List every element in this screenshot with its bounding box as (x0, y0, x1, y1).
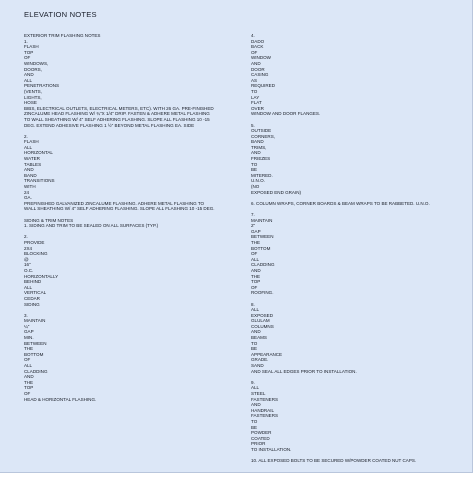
note-line: ALL (251, 307, 260, 313)
note-line: PENETRATIONS (24, 83, 60, 89)
note-line: BIBS, ELECTRICAL OUTLETS, ELECTRICAL METERS, ETC). WITH 26 GA. PRE-FINISHED (24, 105, 214, 111)
note-line: TOP (251, 279, 261, 285)
note-line: ALL (24, 144, 33, 150)
note-line: THE (24, 346, 34, 352)
note-line: FASTENERS (251, 413, 279, 419)
note-line: BE (251, 167, 258, 173)
note-line: EXPOSED END GRAIN) (251, 189, 302, 195)
note-line: AND (251, 402, 261, 408)
note-line: AND (251, 267, 261, 273)
note-line: CLADDING (24, 368, 48, 374)
note-line: VERTICAL (24, 290, 47, 296)
note-line: AND (251, 150, 261, 156)
note-line: TO (251, 340, 258, 346)
note-line: 5. (251, 122, 255, 128)
note-line: 24 (24, 189, 30, 195)
note-line: CEDAR (24, 295, 40, 301)
note-line: (NO (251, 184, 260, 190)
note-line: ALL (251, 256, 260, 262)
note-line: U.N.O. (251, 178, 265, 184)
note-line: COATED (251, 435, 270, 441)
note-line: 3. (24, 312, 28, 318)
note-line: AND (251, 60, 261, 66)
note-line: OF (251, 49, 258, 55)
note-line: EXTERIOR TRIM FLASHING NOTES (24, 33, 101, 38)
note-line: TO WALL SHEATHING W/ 4" SELF ADHERING FLASHING. SLOPE ALL FLASHING 10 -15 (24, 116, 210, 122)
note-line: O.C. (24, 267, 34, 273)
note-line: STEEL (251, 391, 266, 396)
note-line: BOTTOM (251, 245, 271, 251)
note-line: 8. (251, 301, 255, 307)
note-line: DEG. EXTEND ADHESIVE FLASHING 1 ½" BEYOND METAL FLASHING EA. SIDE (24, 122, 195, 128)
note-line: OVER (251, 105, 264, 111)
note-line: FRIEZES (251, 156, 271, 162)
note-line: OF (24, 357, 31, 363)
note-line: ALL (24, 363, 33, 369)
note-line: HANDRAIL (251, 407, 274, 413)
note-line: TOP (24, 385, 34, 391)
note-line: FLAT (251, 100, 262, 106)
note-line: BETWEEN (251, 234, 274, 240)
note-line: 4. (251, 33, 255, 38)
note-line: BE (251, 424, 258, 430)
note-line: TO (251, 88, 258, 94)
note-line: THE (24, 379, 34, 385)
note-line: BE (251, 346, 258, 352)
note-line: AS (251, 77, 258, 83)
note-line: ROOFING. (251, 290, 274, 296)
note-line: 1. (24, 38, 28, 44)
note-line: HOSE (24, 100, 37, 106)
note-line: WINDOW (251, 55, 271, 61)
note-line: POWDER (251, 430, 272, 436)
note-line: DADO (251, 38, 265, 44)
note-line: GA. (24, 195, 32, 201)
note-line: PRIOR (251, 441, 266, 447)
note-line: 9. (251, 379, 255, 385)
note-line: MITERED. (251, 172, 273, 178)
note-line: GAP (251, 228, 261, 234)
note-line: BLOCKING (24, 251, 48, 257)
note-line: 16" (24, 262, 31, 268)
note-line: AND (251, 329, 261, 335)
note-line: ALL (251, 385, 260, 391)
note-line: 6. COLUMN WRAPS, CORNER BOARDS & BEAM WRAPS TO BE RABBETED. U.N.O. (251, 200, 430, 206)
note-line: GRADE. (251, 357, 269, 363)
note-line: TO INSTALLATION. (251, 446, 292, 452)
note-line: HEAD & HORIZONTAL FLASHING. (24, 396, 97, 402)
note-line: EXPOSED (251, 312, 273, 318)
note-line: THE (251, 239, 261, 245)
note-line: OF (24, 55, 31, 61)
note-line: DOOR (251, 66, 265, 72)
note-line: SIDING (24, 301, 40, 307)
note-line: BETWEEN (24, 340, 47, 346)
note-line: ALL (24, 77, 33, 83)
note-line: FLASH (24, 44, 39, 50)
right-notes-column (251, 33, 467, 464)
note-line: CASING (251, 72, 269, 78)
note-line: AND (24, 167, 34, 173)
note-line: @ (24, 256, 29, 262)
note-line: GAP (24, 329, 34, 335)
left-notes-column (24, 33, 246, 402)
note-line: LAY (251, 94, 260, 100)
note-line: REQUIRED (251, 83, 275, 89)
note-line: TABLES (24, 161, 42, 167)
note-line: ¼" (24, 323, 30, 329)
note-line: SIDING & TRIM NOTES (24, 217, 74, 223)
note-line: BEHIND (24, 279, 42, 285)
note-line: WATER (24, 156, 40, 162)
note-line: 10. ALL EXPOSED BOLTS TO BE SECURED W/POWDER COATED NUT CAPS. (251, 458, 417, 464)
note-line: 2" (251, 223, 256, 229)
note-line: THE (251, 273, 261, 279)
note-line: WALL SHEATHING W/ 4" SELF ADHERING FLASHING. SLOPE ALL FLASHING 10 -15 DEG. (24, 206, 215, 212)
note-line: LIGHTS, (24, 94, 42, 100)
note-line: 1. SIDING AND TRIM TO BE SEALED ON ALL SURFACES (TYP.) (24, 223, 159, 229)
note-line: MAINTAIN (251, 217, 273, 223)
note-line: OUTSIDE (251, 128, 272, 134)
note-line: ZINCALUME HEAD FLASHING W/ ¾"X 1/4" DRIP. FASTEN & ADHERE METAL FLASHING (24, 111, 210, 117)
note-line: HORIZONTAL (24, 150, 53, 156)
note-line: HORIZONTALLY (24, 273, 59, 279)
note-line: OF (251, 251, 258, 257)
sheet-title: ELEVATION NOTES (24, 10, 97, 19)
note-line: (VENTS, (24, 88, 42, 94)
note-line: GLULAM (251, 318, 270, 324)
note-line: WINDOWS, (24, 60, 49, 66)
note-line: 7. (251, 212, 255, 217)
note-line: WITH (24, 184, 36, 190)
note-line: DOORS, (24, 66, 42, 72)
note-line: AND SEAL ALL EDGES PRIOR TO INSTALLATION. (251, 368, 357, 374)
note-line: 2. (24, 234, 28, 240)
note-line: AND (24, 374, 34, 380)
note-line: BAND (24, 172, 37, 178)
note-line: BACK (251, 44, 264, 50)
note-line: OF (24, 391, 31, 396)
note-line: CLADDING (251, 262, 275, 268)
note-line: TOP (24, 49, 34, 55)
note-line: MAINTAIN (24, 318, 46, 324)
note-line: TO (251, 161, 258, 167)
note-line: ALL (24, 284, 33, 290)
note-line: TRANSITIONS (24, 178, 55, 184)
note-line: FASTENERS (251, 396, 279, 402)
note-line: PREFINISHED GALVANIZED ZINCALUME FLASHING. ADHERE METAL FLASHING TO (24, 200, 205, 206)
note-line: SAND (251, 363, 264, 369)
note-line: 2. (24, 133, 28, 139)
note-line: BOTTOM (24, 351, 44, 357)
note-line: WINDOW AND DOOR FLANGES. (251, 111, 321, 117)
note-line: AND (24, 72, 34, 78)
note-line: FLASH (24, 139, 39, 145)
note-line: 2X4 (24, 245, 33, 251)
note-line: MIN. (24, 335, 34, 341)
note-line: BEAMS (251, 335, 267, 341)
note-line: TO (251, 418, 258, 424)
note-line: OF (251, 284, 258, 290)
note-line: COLUMNS (251, 323, 274, 329)
note-line: BAND (251, 139, 264, 145)
note-line: CORNERS, (251, 133, 275, 139)
note-line: TRIMS, (251, 144, 267, 150)
note-line: PROVIDE (24, 239, 45, 245)
note-line: APPEARANCE (251, 351, 283, 357)
